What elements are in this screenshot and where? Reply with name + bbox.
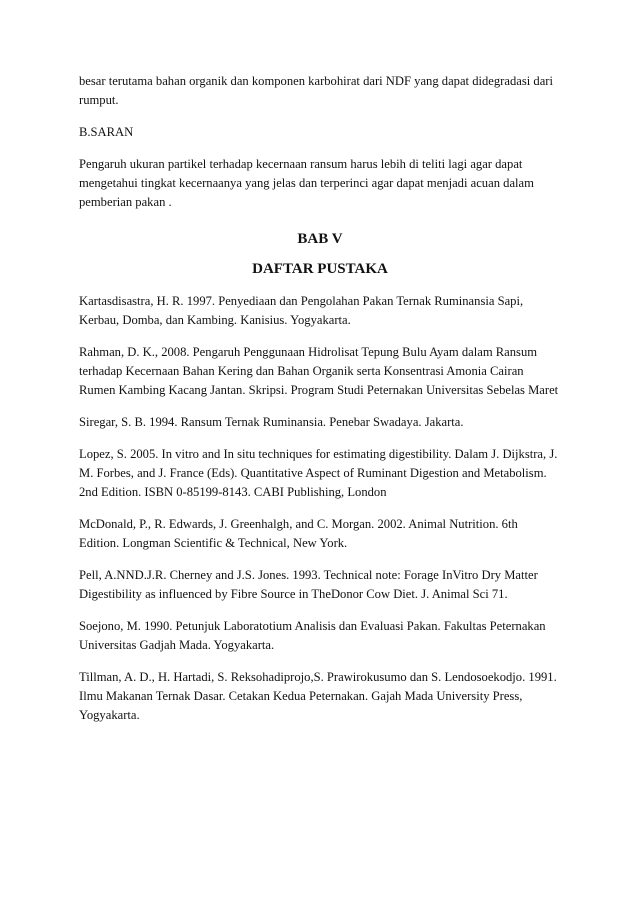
reference-item: Siregar, S. B. 1994. Ransum Ternak Ruminansia. Penebar Swadaya. Jakarta. [79, 415, 464, 429]
saran-paragraph: Pengaruh ukuran partikel terhadap kecernaan ransum harus lebih di teliti lagi agar dapat mengetahui tingkat kecernaanya yang jelas dan terperinci agar dapat menjadi acuan dalam pemberian pakan . [79, 157, 534, 209]
reference-item: Lopez, S. 2005. In vitro and In situ techniques for estimating digestibility. Dalam J. Dijkstra, J. M. Forbes, and J. France (Eds). Quantitative Aspect of Ruminant Digestion and Metabolism. 2nd Edition. ISBN 0-85199-8143. CABI Publishing, London [79, 447, 558, 499]
saran-heading: B.SARAN [79, 125, 134, 139]
reference-item: Rahman, D. K., 2008. Pengaruh Penggunaan Hidrolisat Tepung Bulu Ayam dalam Ransum terhadap Kecernaan Bahan Kering dan Bahan Organik serta Konsentrasi Amonia Cairan Rumen Kambing Kacang Jantan. Skripsi. Program Studi Peternakan Universitas Sebelas Maret [79, 345, 559, 397]
reference-item: Soejono, M. 1990. Petunjuk Laboratotium Analisis dan Evaluasi Pakan. Fakultas Peternakan Universitas Gadjah Mada. Yogyakarta. [79, 619, 546, 652]
reference-item: Kartasdisastra, H. R. 1997. Penyediaan dan Pengolahan Pakan Ternak Ruminansia Sapi, Kerbau, Domba, dan Kambing. Kanisius. Yogyakarta. [79, 294, 524, 327]
reference-item: Tillman, A. D., H. Hartadi, S. Reksohadiprojo,S. Prawirokusumo dan S. Lendosoekodjo. 1991. Ilmu Makanan Ternak Dasar. Cetakan Kedua Peternakan. Gajah Mada University Press, Yogyakarta. [79, 670, 557, 722]
reference-list [79, 292, 561, 725]
bibliography-heading: DAFTAR PUSTAKA [252, 261, 388, 277]
chapter-heading: BAB V [297, 231, 343, 247]
reference-item: McDonald, P., R. Edwards, J. Greenhalgh, and C. Morgan. 2002. Animal Nutrition. 6th Edition. Longman Scientific & Technical, New York. [79, 517, 518, 550]
page-content [79, 72, 561, 725]
intro-paragraph: besar terutama bahan organik dan komponen karbohirat dari NDF yang dapat didegradasi dari rumput. [79, 74, 553, 107]
reference-item: Pell, A.NND.J.R. Cherney and J.S. Jones. 1993. Technical note: Forage InVitro Dry Matter Digestibility as influenced by Fibre Source in TheDonor Cow Diet. J. Animal Sci 71. [79, 568, 538, 601]
